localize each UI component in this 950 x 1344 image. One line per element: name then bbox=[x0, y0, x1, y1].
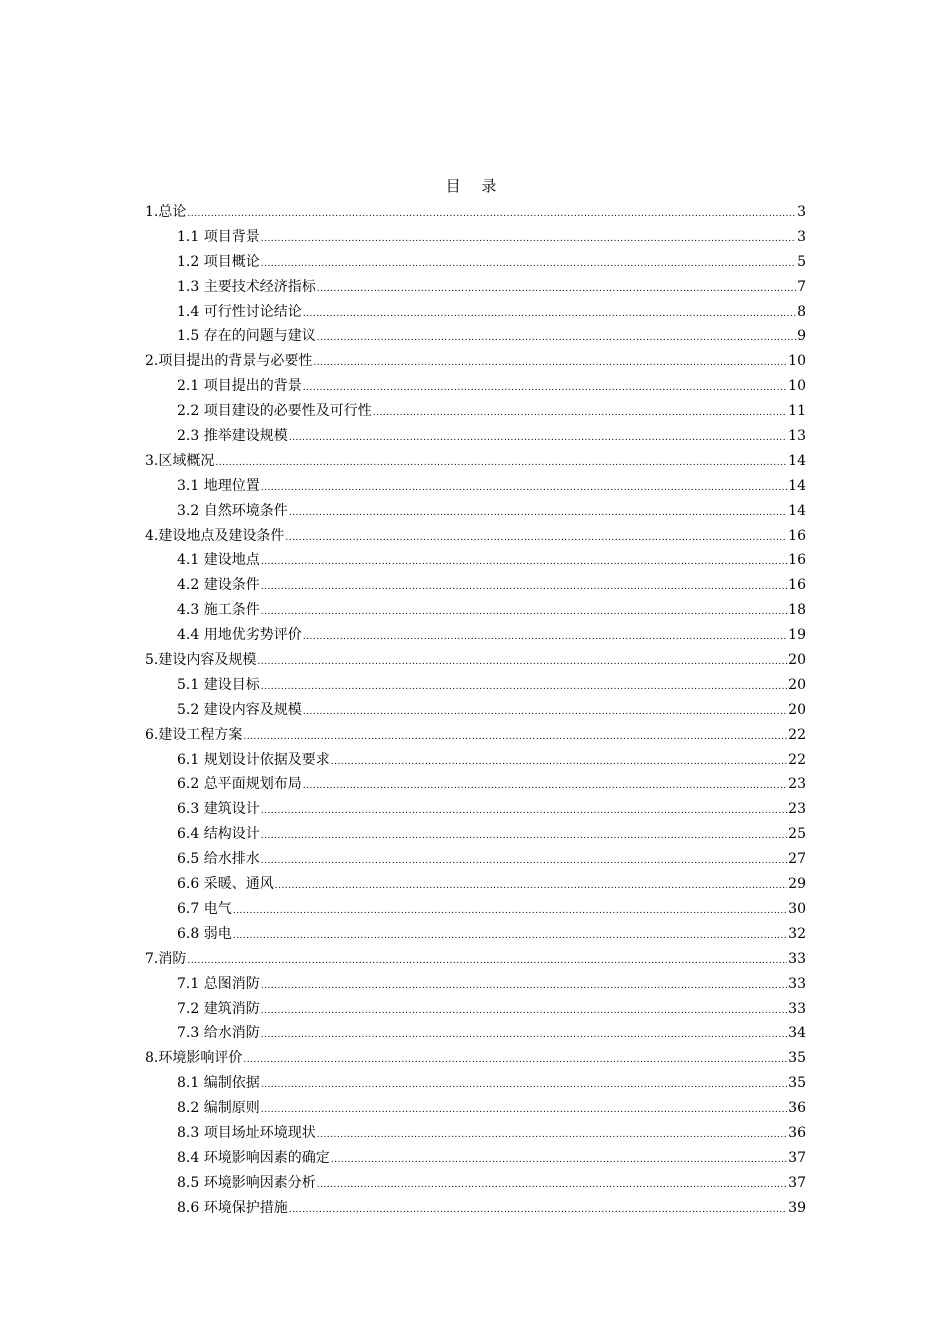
toc-entry-page-number: 3 bbox=[797, 204, 806, 220]
toc-entry-label: 6.2 总平面规划布局 bbox=[177, 776, 302, 793]
toc-entry-label: 5.1 建设目标 bbox=[177, 676, 260, 693]
toc-dot-leader bbox=[233, 899, 787, 924]
toc-entry-page-number: 35 bbox=[788, 1050, 806, 1067]
toc-entry-page-number: 36 bbox=[788, 1124, 806, 1141]
toc-entry-label: 1.总论 bbox=[145, 204, 187, 220]
toc-entry-page-number: 33 bbox=[788, 975, 806, 992]
toc-entry-label: 6.7 电气 bbox=[177, 900, 232, 917]
toc-entry-label: 5.2 建设内容及规模 bbox=[177, 701, 302, 718]
toc-dot-leader bbox=[261, 575, 787, 600]
toc-section-entry[interactable] bbox=[145, 499, 806, 524]
toc-dot-leader bbox=[233, 924, 787, 949]
toc-entry-label: 1.5 存在的问题与建议 bbox=[177, 328, 316, 345]
toc-entry-label: 4.1 建设地点 bbox=[177, 552, 260, 569]
toc-entry-label: 6.建设工程方案 bbox=[145, 726, 243, 743]
toc-dot-leader bbox=[261, 999, 787, 1024]
toc-entry-page-number: 33 bbox=[788, 1000, 806, 1017]
toc-chapter-entry[interactable] bbox=[145, 349, 806, 374]
toc-entry-label: 7.消防 bbox=[145, 950, 187, 967]
toc-dot-leader bbox=[261, 252, 796, 277]
toc-section-entry[interactable] bbox=[145, 548, 806, 573]
toc-section-entry[interactable] bbox=[145, 1121, 806, 1146]
toc-section-entry[interactable] bbox=[145, 474, 806, 499]
toc-entry-label: 1.3 主要技术经济指标 bbox=[177, 278, 316, 295]
toc-section-entry[interactable] bbox=[145, 1096, 806, 1121]
toc-section-entry[interactable] bbox=[145, 424, 806, 449]
toc-dot-leader bbox=[243, 725, 787, 750]
toc-entry-page-number: 23 bbox=[788, 776, 806, 793]
toc-entry-page-number: 36 bbox=[788, 1100, 806, 1117]
toc-entry-page-number: 33 bbox=[788, 950, 806, 967]
toc-section-entry[interactable] bbox=[145, 922, 806, 947]
toc-entry-page-number: 32 bbox=[788, 925, 806, 942]
toc-chapter-entry[interactable] bbox=[145, 200, 806, 225]
toc-entry-label: 1.1 项目背景 bbox=[177, 228, 260, 245]
toc-entry-page-number: 14 bbox=[788, 502, 806, 519]
toc-entry-page-number: 9 bbox=[797, 328, 806, 345]
toc-dot-leader bbox=[317, 1173, 787, 1198]
toc-entry-page-number: 29 bbox=[788, 876, 806, 893]
toc-section-entry[interactable] bbox=[145, 399, 806, 424]
toc-dot-leader bbox=[215, 451, 787, 476]
toc-section-entry[interactable] bbox=[145, 1021, 806, 1046]
toc-chapter-entry[interactable] bbox=[145, 449, 806, 474]
toc-entry-label: 7.3 给水消防 bbox=[177, 1025, 260, 1042]
toc-entry-page-number: 16 bbox=[788, 527, 806, 544]
toc-dot-leader bbox=[243, 1048, 787, 1073]
toc-entry-label: 8.2 编制原则 bbox=[177, 1100, 260, 1117]
toc-section-entry[interactable] bbox=[145, 623, 806, 648]
toc-dot-leader bbox=[303, 700, 787, 725]
toc-entry-page-number: 37 bbox=[788, 1149, 806, 1166]
toc-chapter-entry[interactable] bbox=[145, 723, 806, 748]
toc-entry-page-number: 39 bbox=[788, 1199, 806, 1216]
table-of-contents bbox=[145, 200, 806, 1221]
toc-entry-page-number: 18 bbox=[788, 602, 806, 619]
toc-dot-leader bbox=[313, 351, 787, 376]
toc-section-entry[interactable] bbox=[145, 772, 806, 797]
toc-entry-label: 4.3 施工条件 bbox=[177, 602, 260, 619]
toc-entry-page-number: 3 bbox=[797, 228, 806, 245]
toc-entry-label: 7.1 总图消防 bbox=[177, 975, 260, 992]
toc-section-entry[interactable] bbox=[145, 1071, 806, 1096]
toc-dot-leader bbox=[289, 1198, 787, 1223]
toc-dot-leader bbox=[261, 675, 787, 700]
toc-section-entry[interactable] bbox=[145, 673, 806, 698]
toc-entry-page-number: 23 bbox=[788, 801, 806, 818]
toc-dot-leader bbox=[373, 401, 787, 426]
toc-dot-leader bbox=[187, 202, 796, 227]
toc-dot-leader bbox=[261, 849, 787, 874]
toc-entry-label: 5.建设内容及规模 bbox=[145, 652, 257, 669]
toc-chapter-entry[interactable] bbox=[145, 1046, 806, 1071]
toc-entry-label: 6.5 给水排水 bbox=[177, 851, 260, 868]
toc-section-entry[interactable] bbox=[145, 275, 806, 300]
toc-entry-page-number: 20 bbox=[788, 701, 806, 718]
toc-entry-page-number: 11 bbox=[788, 403, 806, 420]
toc-entry-label: 6.4 结构设计 bbox=[177, 826, 260, 843]
toc-dot-leader bbox=[261, 1023, 787, 1048]
toc-entry-page-number: 25 bbox=[788, 826, 806, 843]
toc-dot-leader bbox=[289, 426, 787, 451]
toc-section-entry[interactable] bbox=[145, 797, 806, 822]
toc-entry-label: 3.2 自然环境条件 bbox=[177, 502, 288, 519]
toc-dot-leader bbox=[261, 799, 787, 824]
toc-entry-page-number: 7 bbox=[797, 278, 806, 295]
toc-section-entry[interactable] bbox=[145, 872, 806, 897]
toc-dot-leader bbox=[261, 1098, 787, 1123]
toc-entry-label: 3.区域概况 bbox=[145, 452, 215, 469]
toc-chapter-entry[interactable] bbox=[145, 648, 806, 673]
toc-dot-leader bbox=[261, 476, 787, 501]
toc-entry-page-number: 20 bbox=[788, 652, 806, 669]
toc-section-entry[interactable] bbox=[145, 897, 806, 922]
toc-entry-label: 4.4 用地优劣势评价 bbox=[177, 627, 302, 644]
toc-entry-label: 8.6 环境保护措施 bbox=[177, 1199, 288, 1216]
toc-entry-page-number: 35 bbox=[788, 1075, 806, 1092]
toc-dot-leader bbox=[303, 625, 787, 650]
toc-chapter-entry[interactable] bbox=[145, 524, 806, 549]
toc-entry-page-number: 13 bbox=[788, 428, 806, 445]
toc-entry-page-number: 22 bbox=[788, 726, 806, 743]
toc-dot-leader bbox=[261, 974, 787, 999]
toc-dot-leader bbox=[187, 949, 787, 974]
toc-dot-leader bbox=[303, 774, 787, 799]
toc-entry-label: 2.3 推举建设规模 bbox=[177, 428, 288, 445]
toc-entry-page-number: 14 bbox=[788, 452, 806, 469]
toc-entry-label: 6.6 采暖、通风 bbox=[177, 876, 274, 893]
toc-section-entry[interactable] bbox=[145, 225, 806, 250]
toc-section-entry[interactable] bbox=[145, 997, 806, 1022]
toc-entry-label: 8.5 环境影响因素分析 bbox=[177, 1174, 316, 1191]
toc-dot-leader bbox=[261, 550, 787, 575]
toc-dot-leader bbox=[275, 874, 787, 899]
toc-entry-label: 8.4 环境影响因素的确定 bbox=[177, 1149, 330, 1166]
toc-entry-label: 2.2 项目建设的必要性及可行性 bbox=[177, 403, 372, 420]
toc-entry-page-number: 10 bbox=[788, 353, 806, 370]
toc-entry-label: 8.3 项目场址环境现状 bbox=[177, 1124, 316, 1141]
toc-dot-leader bbox=[303, 302, 796, 327]
toc-entry-label: 2.1 项目提出的背景 bbox=[177, 378, 302, 395]
toc-dot-leader bbox=[261, 824, 787, 849]
toc-dot-leader bbox=[317, 1123, 787, 1148]
toc-entry-page-number: 16 bbox=[788, 552, 806, 569]
toc-entry-label: 1.4 可行性讨论结论 bbox=[177, 303, 302, 320]
toc-entry-label: 2.项目提出的背景与必要性 bbox=[145, 353, 313, 370]
toc-entry-label: 4.2 建设条件 bbox=[177, 577, 260, 594]
toc-entry-label: 4.建设地点及建设条件 bbox=[145, 527, 285, 544]
toc-dot-leader bbox=[317, 326, 796, 351]
toc-entry-page-number: 27 bbox=[788, 851, 806, 868]
toc-entry-label: 1.2 项目概论 bbox=[177, 253, 260, 270]
toc-entry-page-number: 19 bbox=[788, 627, 806, 644]
toc-entry-page-number: 10 bbox=[788, 378, 806, 395]
toc-entry-page-number: 8 bbox=[797, 303, 806, 320]
toc-title: 目 录 bbox=[445, 177, 505, 195]
toc-dot-leader bbox=[317, 277, 796, 302]
toc-entry-page-number: 37 bbox=[788, 1174, 806, 1191]
toc-section-entry[interactable] bbox=[145, 324, 806, 349]
toc-section-entry[interactable] bbox=[145, 374, 806, 399]
toc-dot-leader bbox=[257, 650, 787, 675]
toc-entry-label: 6.3 建筑设计 bbox=[177, 801, 260, 818]
toc-section-entry[interactable] bbox=[145, 573, 806, 598]
toc-section-entry[interactable] bbox=[145, 1196, 806, 1221]
toc-dot-leader bbox=[303, 376, 787, 401]
toc-section-entry[interactable] bbox=[145, 822, 806, 847]
toc-dot-leader bbox=[261, 600, 787, 625]
toc-entry-label: 7.2 建筑消防 bbox=[177, 1000, 260, 1017]
toc-dot-leader bbox=[285, 526, 787, 551]
toc-section-entry[interactable] bbox=[145, 1171, 806, 1196]
toc-entry-page-number: 22 bbox=[788, 751, 806, 768]
toc-entry-page-number: 34 bbox=[788, 1025, 806, 1042]
toc-entry-label: 6.1 规划设计依据及要求 bbox=[177, 751, 330, 768]
toc-dot-leader bbox=[289, 501, 787, 526]
toc-chapter-entry[interactable] bbox=[145, 947, 806, 972]
toc-dot-leader bbox=[261, 1073, 787, 1098]
toc-entry-page-number: 14 bbox=[788, 477, 806, 494]
toc-dot-leader bbox=[261, 227, 796, 252]
toc-section-entry[interactable] bbox=[145, 250, 806, 275]
toc-section-entry[interactable] bbox=[145, 847, 806, 872]
toc-dot-leader bbox=[331, 1148, 787, 1173]
toc-entry-label: 6.8 弱电 bbox=[177, 925, 232, 942]
toc-entry-page-number: 30 bbox=[788, 900, 806, 917]
toc-section-entry[interactable] bbox=[145, 972, 806, 997]
toc-entry-label: 8.环境影响评价 bbox=[145, 1050, 243, 1067]
toc-entry-page-number: 5 bbox=[797, 253, 806, 270]
toc-entry-page-number: 16 bbox=[788, 577, 806, 594]
toc-entry-label: 3.1 地理位置 bbox=[177, 477, 260, 494]
toc-section-entry[interactable] bbox=[145, 748, 806, 773]
toc-section-entry[interactable] bbox=[145, 698, 806, 723]
toc-entry-label: 8.1 编制依据 bbox=[177, 1075, 260, 1092]
toc-entry-page-number: 20 bbox=[788, 676, 806, 693]
toc-section-entry[interactable] bbox=[145, 300, 806, 325]
toc-section-entry[interactable] bbox=[145, 1146, 806, 1171]
toc-section-entry[interactable] bbox=[145, 598, 806, 623]
toc-dot-leader bbox=[331, 750, 787, 775]
